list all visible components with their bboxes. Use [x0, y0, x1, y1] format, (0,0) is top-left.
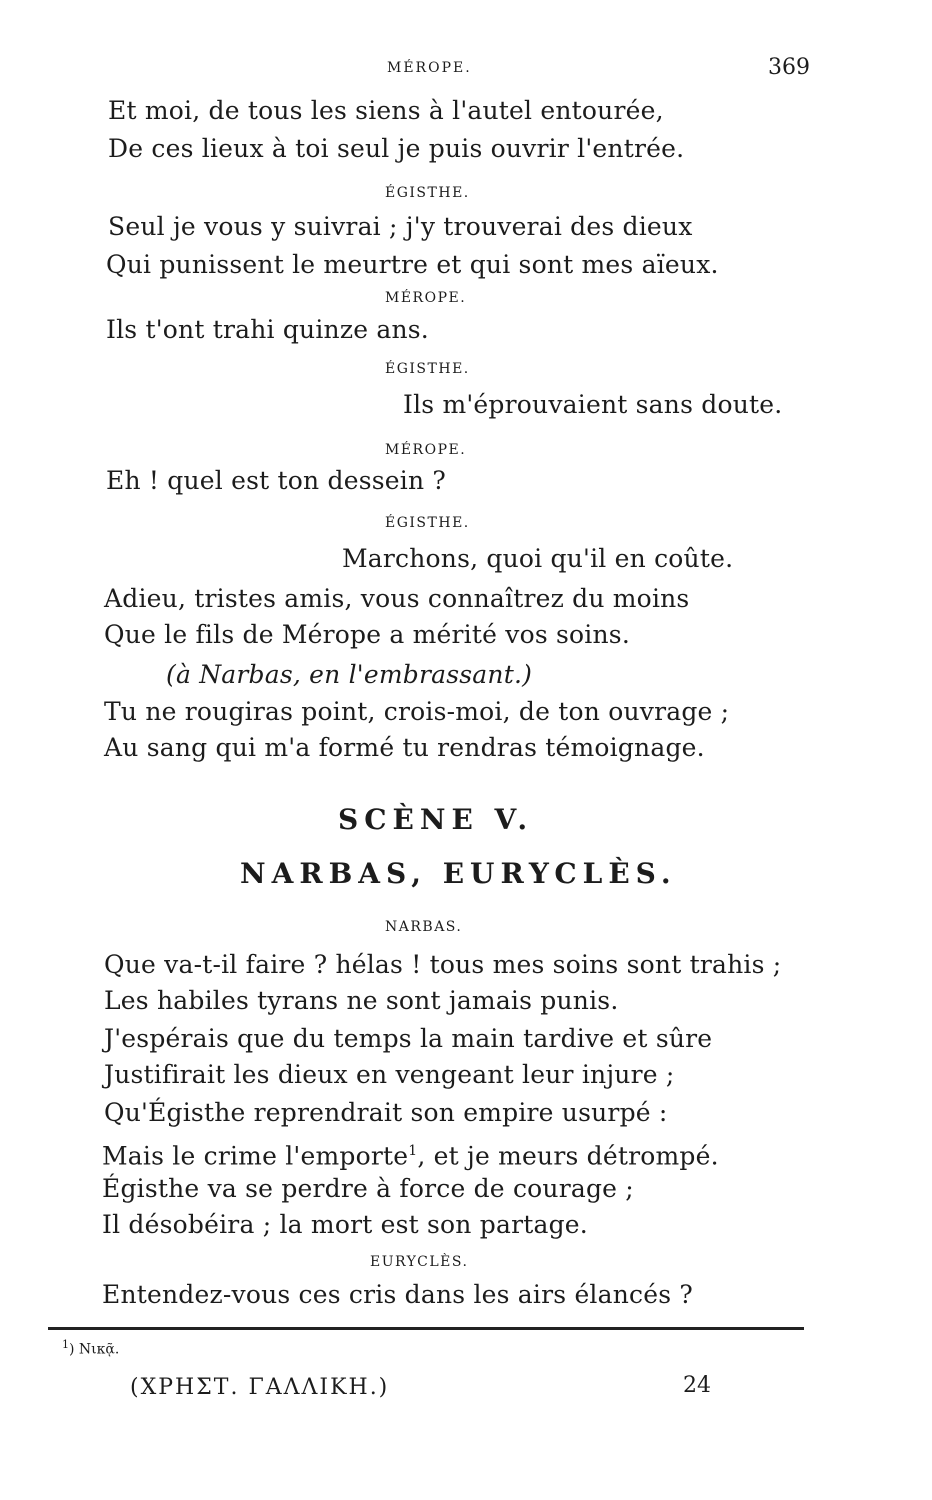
page-number: 369 — [768, 55, 810, 80]
speaker-name: ÉGISTHE. — [385, 515, 470, 531]
verse-line: Et moi, de tous les siens à l'autel entourée, — [108, 96, 664, 125]
verse-line: De ces lieux à toi seul je puis ouvrir l'entrée. — [108, 134, 685, 163]
verse-line: Justifirait les dieux en vengeant leur injure ; — [104, 1060, 675, 1089]
scene-heading: SCÈNE V. — [338, 803, 534, 836]
speaker-name: ÉGISTHE. — [385, 361, 470, 377]
printer-signature: (ΧΡΗΣΤ. ΓΑΛΛΙΚΗ.) — [130, 1375, 390, 1400]
footnote-marker: 1 — [62, 1338, 69, 1351]
verse-line — [102, 1136, 719, 1171]
verse-text: , et je meurs détrompé. — [417, 1141, 719, 1171]
verse-line: Qui punissent le meurtre et qui sont mes aïeux. — [106, 250, 719, 279]
verse-line: Au sang qui m'a formé tu rendras témoignage. — [104, 733, 705, 762]
verse-line: Que le fils de Mérope a mérité vos soins. — [104, 620, 630, 649]
verse-line: Marchons, quoi qu'il en coûte. — [342, 544, 734, 573]
footnote-ref: 1 — [408, 1143, 418, 1159]
verse-line: Il désobéira ; la mort est son partage. — [102, 1210, 588, 1239]
verse-line: Seul je vous y suivrai ; j'y trouverai des dieux — [108, 212, 693, 241]
running-head: MÉROPE. — [387, 60, 472, 76]
speaker-name: EURYCLÈS. — [370, 1254, 469, 1270]
footnote — [62, 1338, 119, 1358]
verse-line: Que va-t-il faire ? hélas ! tous mes soins sont trahis ; — [104, 950, 782, 979]
footnote-rule — [48, 1327, 804, 1330]
stage-direction: (à Narbas, en l'embrassant.) — [166, 660, 533, 689]
speaker-name: MÉROPE. — [385, 442, 467, 458]
verse-line: Égisthe va se perdre à force de courage ; — [102, 1174, 634, 1203]
verse-line: Eh ! quel est ton dessein ? — [106, 466, 446, 495]
verse-line: Qu'Égisthe reprendrait son empire usurpé : — [104, 1098, 668, 1127]
verse-line: Tu ne rougiras point, crois-moi, de ton ouvrage ; — [104, 697, 730, 726]
speaker-name: ÉGISTHE. — [385, 185, 470, 201]
speaker-name: MÉROPE. — [385, 290, 467, 306]
verse-text: Mais le crime l'emporte — [102, 1141, 409, 1171]
scene-characters: NARBAS, EURYCLÈS. — [240, 857, 677, 890]
speaker-name: NARBAS. — [385, 919, 463, 935]
verse-line: J'espérais que du temps la main tardive et sûre — [104, 1024, 713, 1053]
verse-line: Adieu, tristes amis, vous connaîtrez du moins — [104, 584, 690, 613]
signature-number: 24 — [683, 1373, 711, 1398]
footnote-text: ) Νικᾷ. — [69, 1341, 120, 1358]
verse-line: Les habiles tyrans ne sont jamais punis. — [104, 986, 619, 1015]
verse-line: Entendez-vous ces cris dans les airs élancés ? — [102, 1280, 694, 1309]
verse-line: Ils m'éprouvaient sans doute. — [403, 390, 783, 419]
verse-line: Ils t'ont trahi quinze ans. — [106, 315, 429, 344]
